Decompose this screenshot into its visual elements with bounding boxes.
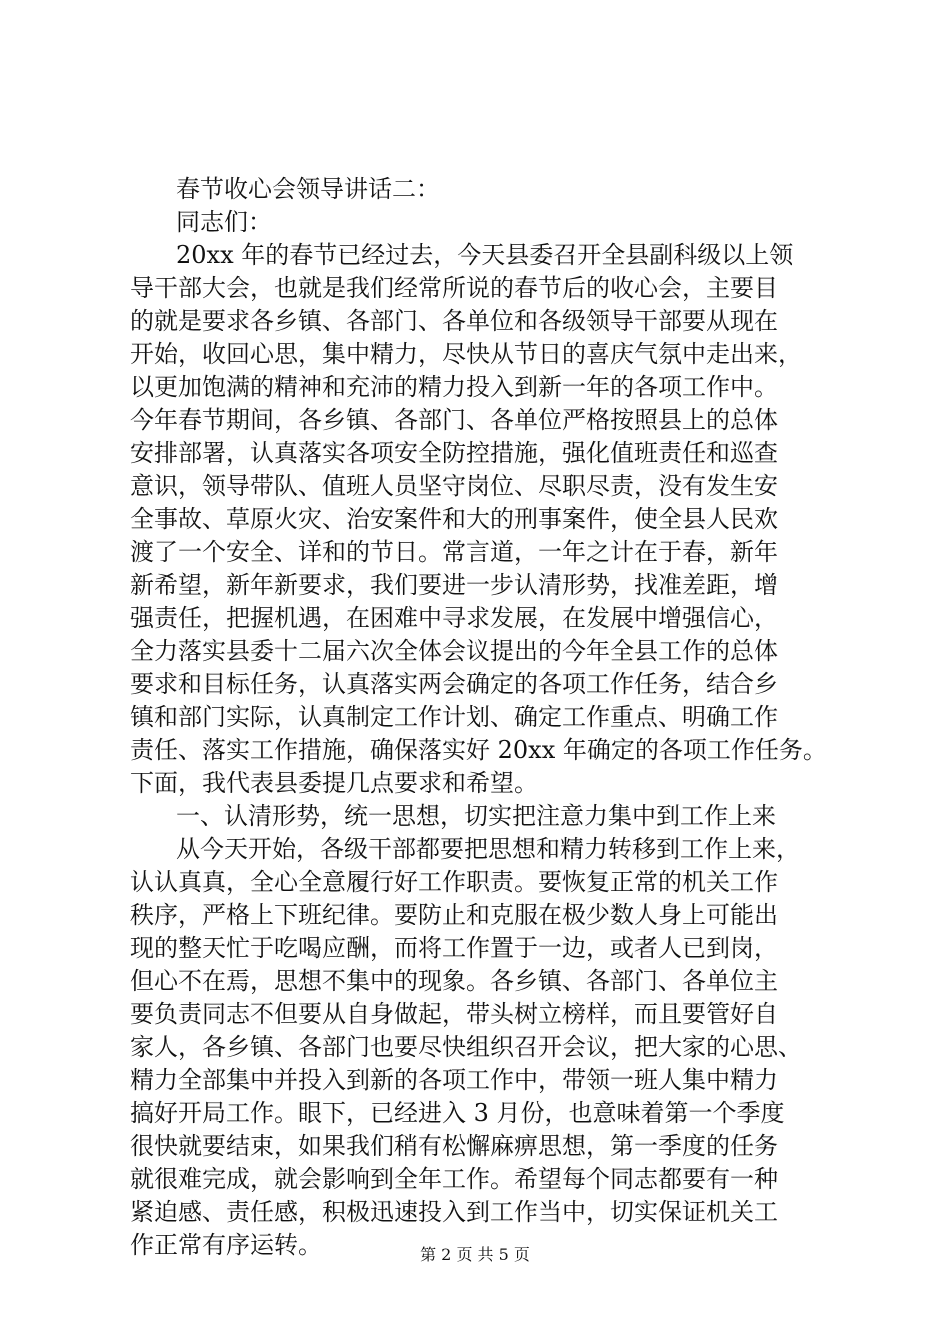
text-line: 以更加饱满的精神和充沛的精力投入到新一年的各项工作中。 (130, 373, 778, 401)
text-line: 春节收心会领导讲话二： (176, 175, 440, 203)
text-line: 的就是要求各乡镇、各部门、各单位和各级领导干部要从现在 (130, 307, 778, 335)
text-line: 很快就要结束，如果我们稍有松懈麻痹思想，第一季度的任务 (130, 1132, 778, 1160)
text-line: 责任、落实工作措施，确保落实好 20xx 年确定的各项工作任务。 (130, 736, 827, 764)
text-line: 新希望，新年新要求，我们要进一步认清形势，找准差距，增 (130, 571, 778, 599)
text-line: 开始，收回心思，集中精力，尽快从节日的喜庆气氛中走出来， (130, 340, 802, 368)
text-line: 镇和部门实际，认真制定工作计划、确定工作重点、明确工作 (130, 703, 778, 731)
text-line: 全力落实县委十二届六次全体会议提出的今年全县工作的总体 (130, 637, 778, 665)
text-line: 全事故、草原火灾、治安案件和大的刑事案件，使全县人民欢 (130, 505, 778, 533)
text-line: 秩序，严格上下班纪律。要防止和克服在极少数人身上可能出 (130, 901, 778, 929)
text-line: 从今天开始，各级干部都要把思想和精力转移到工作上来， (176, 835, 800, 863)
text-line: 下面，我代表县委提几点要求和希望。 (130, 769, 538, 797)
text-line: 一、认清形势，统一思想，切实把注意力集中到工作上来 (176, 802, 776, 830)
text-line: 安排部署，认真落实各项安全防控措施，强化值班责任和巡查 (130, 439, 778, 467)
text-line: 紧迫感、责任感，积极迅速投入到工作当中，切实保证机关工 (130, 1198, 778, 1226)
text-line: 搞好开局工作。眼下，已经进入 3 月份，也意味着第一个季度 (130, 1099, 785, 1127)
text-line: 导干部大会，也就是我们经常所说的春节后的收心会，主要目 (130, 274, 778, 302)
text-line: 同志们： (176, 208, 272, 236)
document-body (130, 173, 834, 1262)
text-line: 要负责同志不但要从自身做起，带头树立榜样，而且要管好自 (130, 1000, 778, 1028)
text-line: 认认真真，全心全意履行好工作职责。要恢复正常的机关工作 (130, 868, 778, 896)
text-line: 作正常有序运转。 (130, 1231, 322, 1259)
text-line: 精力全部集中并投入到新的各项工作中，带领一班人集中精力 (130, 1066, 778, 1094)
text-line: 家人，各乡镇、各部门也要尽快组织召开会议，把大家的心思、 (130, 1033, 802, 1061)
text-line: 今年春节期间，各乡镇、各部门、各单位严格按照县上的总体 (130, 406, 778, 434)
text-line: 现的整天忙于吃喝应酬，而将工作置于一边，或者人已到岗， (130, 934, 778, 962)
text-line: 意识，领导带队、值班人员坚守岗位、尽职尽责，没有发生安 (130, 472, 778, 500)
text-line: 强责任，把握机遇，在困难中寻求发展，在发展中增强信心， (130, 604, 778, 632)
text-line: 但心不在焉，思想不集中的现象。各乡镇、各部门、各单位主 (130, 967, 778, 995)
text-line: 20xx 年的春节已经过去，今天县委召开全县副科级以上领 (176, 241, 794, 269)
text-line: 要求和目标任务，认真落实两会确定的各项工作任务，结合乡 (130, 670, 778, 698)
text-line: 渡了一个安全、详和的节日。常言道，一年之计在于春，新年 (130, 538, 778, 566)
text-line: 就很难完成，就会影响到全年工作。希望每个同志都要有一种 (130, 1165, 778, 1193)
page-footer: 第 2 页 共 5 页 (420, 1245, 530, 1264)
